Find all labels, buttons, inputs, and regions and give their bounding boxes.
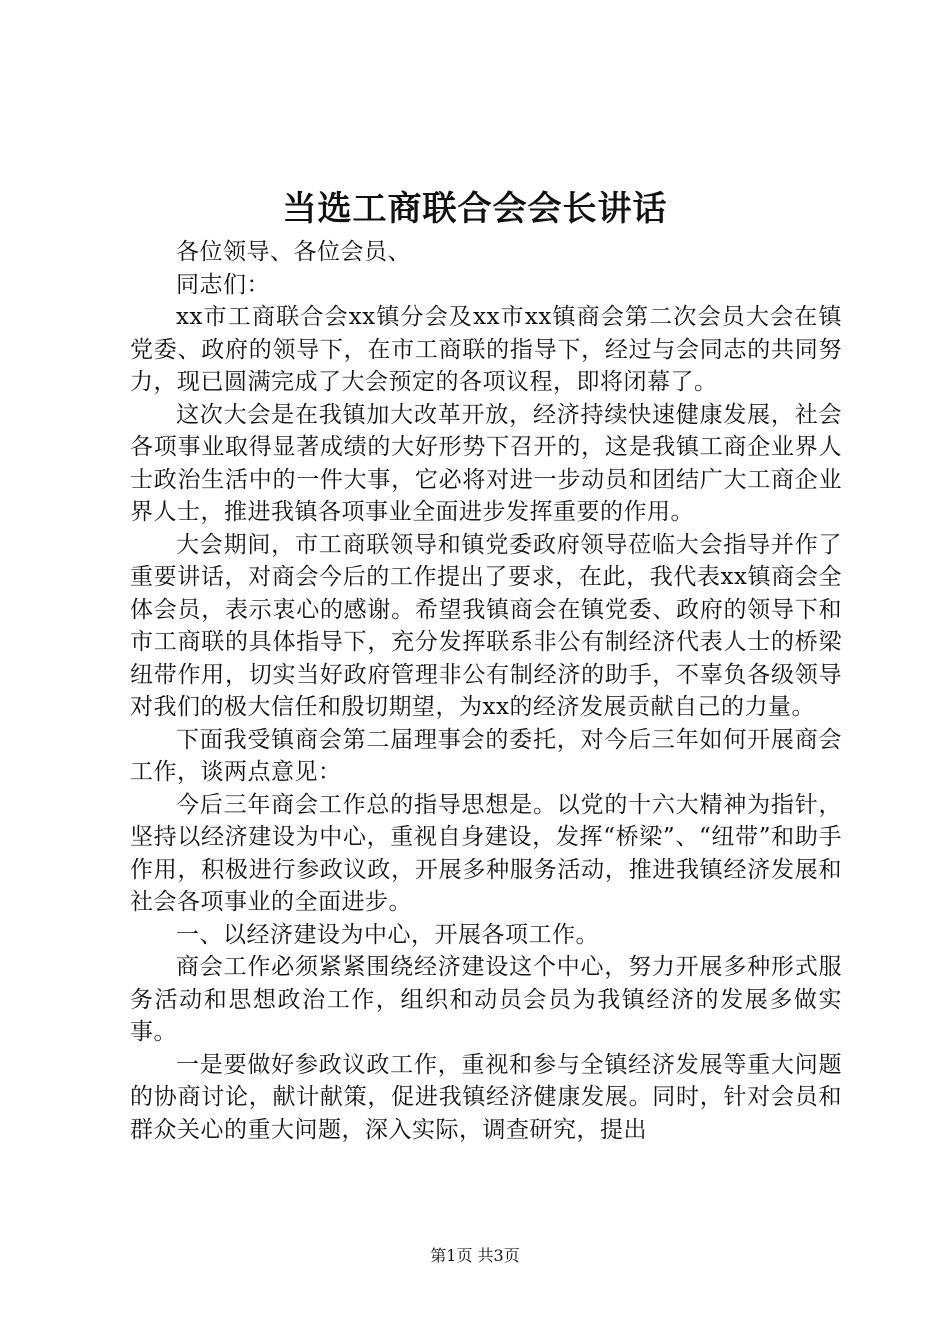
- page-number-footer: 第1页 共3页: [430, 1246, 520, 1265]
- paragraph: 商会工作必须紧紧围绕经济建设这个中心，努力开展多种形式服务活动和思想政治工作，组织和动员会员为我镇经济的发展多做实事。: [130, 954, 842, 1045]
- paragraph: 一、以经济建设为中心，开展各项工作。: [176, 921, 599, 948]
- document-body: [130, 236, 842, 1146]
- paragraph: 同志们：: [176, 271, 270, 298]
- paragraph: 今后三年商会工作总的指导思想是。以党的十六大精神为指针，坚持以经济建设为中心，重视自身建设，发挥“桥梁”、“纽带”和助手作用，积极进行参政议政，开展多种服务活动，推进我镇经济发展和社会各项事业的全面进步。: [130, 791, 842, 915]
- paragraph: xx市工商联合会xx镇分会及xx市xx镇商会第二次会员大会在镇党委、政府的领导下，在市工商联的指导下，经过与会同志的共同努力，现已圆满完成了大会预定的各项议程，即将闭幕了。: [130, 304, 842, 395]
- paragraph: 大会期间，市工商联领导和镇党委政府领导莅临大会指导并作了重要讲话，对商会今后的工作提出了要求，在此，我代表xx镇商会全体会员，表示衷心的感谢。希望我镇商会在镇党委、政府的领导下和市工商联的具体指导下，充分发挥联系非公有制经济代表人士的桥梁纽带作用，切实当好政府管理非公有制经济的助手，不辜负各级领导对我们的极大信任和殷切期望，为xx的经济发展贡献自己的力量。: [130, 531, 842, 720]
- document-title: 当选工商联合会会长讲话: [282, 189, 668, 229]
- paragraph: 这次大会是在我镇加大改革开放，经济持续快速健康发展，社会各项事业取得显著成绩的大好形势下召开的，这是我镇工商企业界人士政治生活中的一件大事，它必将对进一步动员和团结广大工商企业界人士，推进我镇各项事业全面进步发挥重要的作用。: [130, 401, 842, 525]
- paragraph: 一是要做好参政议政工作，重视和参与全镇经济发展等重大问题的协商讨论，献计献策，促进我镇经济健康发展。同时，针对会员和群众关心的重大问题，深入实际，调查研究，提出: [130, 1051, 842, 1143]
- paragraph: 各位领导、各位会员、: [176, 239, 411, 265]
- paragraph: 下面我受镇商会第二届理事会的委托，对今后三年如何开展商会工作，谈两点意见：: [130, 726, 842, 785]
